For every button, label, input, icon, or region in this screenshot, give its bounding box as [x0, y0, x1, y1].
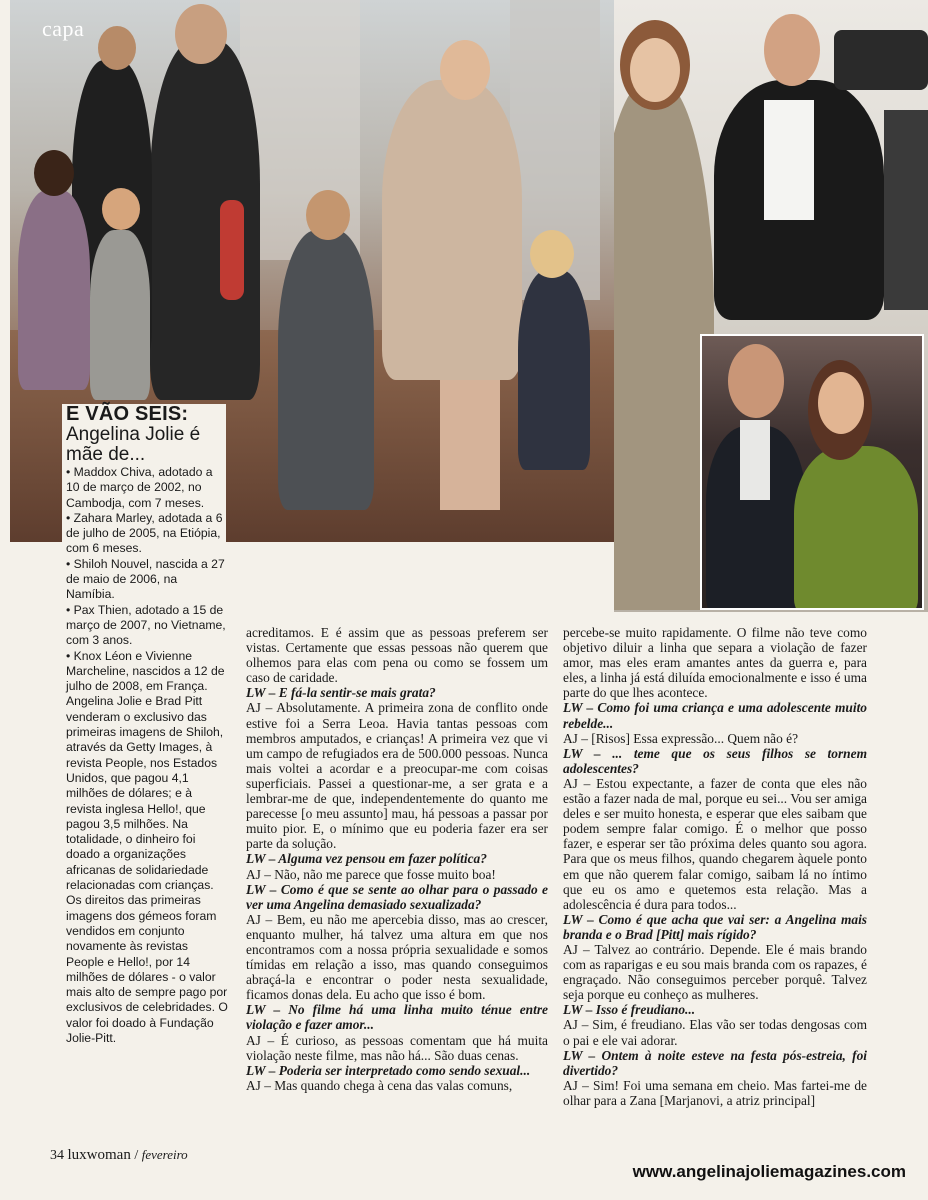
question: LW – Ontem à noite esteve na festa pós-estreia, foi divertido? — [563, 1047, 867, 1078]
sidebar-item: • Maddox Chiva, adotado a 10 de março de 2002, no Cambodja, com 7 meses. — [66, 465, 213, 510]
sidebar-item: • Pax Thien, adotado a 15 de março de 2007, no Vietname, com 3 anos. — [66, 602, 226, 648]
answer: AJ – Não, não me parece que fosse muito boa! — [246, 866, 496, 882]
issue-month: fevereiro — [141, 1147, 188, 1162]
question: LW – ... teme que os seus filhos se tornem adolescentes? — [563, 745, 867, 776]
sidebar-item: • Zahara Marley, adotada a 6 de julho de 2005, na Etiópia, com 6 meses. — [66, 510, 223, 556]
answer: AJ – Sim! Foi uma semana em cheio. Mas fartei-me de olhar para a Zana [Marjanovi, a atriz principal] — [563, 1077, 867, 1108]
question: LW – Como é que se sente ao olhar para o passado e ver uma Angelina demasiado sexualizada? — [246, 881, 548, 912]
question: LW – E fá-la sentir-se mais grata? — [246, 685, 436, 701]
answer: AJ – Estou expectante, a fazer de conta que eles não estão a fazer nada de mal, porque eu sei... Vou ser amiga deles e ser muito honesta, e esperar que eles saibam que podem sempre falar comigo. É o melhor que posso fazer, e esperar ser tão próxima deles quanto sou agora. Para que os meus filhos, quando chegarem àquele ponto em que não querem falar comigo, saibam lá no íntimo que eu os amo e quetemos esta relação. Mas a adolescência é dura para todos... — [563, 775, 867, 912]
section-label: capa — [42, 16, 85, 41]
question: LW – Como é que acha que vai ser: a Angelina mais branda e o Brad [Pitt] mais rígido? — [563, 911, 867, 942]
article-column-2 — [563, 625, 867, 1108]
sidebar — [66, 404, 228, 1046]
sidebar-subtitle: Angelina Jolie é mãe de... — [66, 424, 201, 465]
answer: acreditamos. E é assim que as pessoas preferem ser vistas. Certamente que essas pessoas não querem que olhemos para elas com pena ou como se fossem um caso de caridade. — [246, 625, 548, 686]
article-column-1 — [246, 625, 548, 1093]
watermark-url: www.angelinajoliemagazines.com — [632, 1162, 906, 1181]
answer: AJ – Bem, eu não me apercebia disso, mas ao crescer, enquanto mulher, há talvez uma altura em que nos encontramos com a nossa própria sexualidade e somos tímidas em relação a isso, mas quando conseguimos abraçá-la e encontrar o poder nesta sexualidade, ficamos donas dela. Eu acho que isso é bom. — [246, 911, 548, 1003]
answer: AJ – Talvez ao contrário. Depende. Ele é mais brando com as raparigas e eu sou mais branda com os rapazes, é engraçado. Não conseguimos perceber porquê. Talvez seja porque eu conheço as mulheres. — [563, 941, 867, 1003]
sidebar-item: • Knox Léon e Vivienne Marcheline, nascidos a 12 de julho de 2008, em França. — [66, 648, 225, 694]
answer: AJ – É curioso, as pessoas comentam que há muita violação neste filme, mas não há... São duas cenas. — [246, 1032, 548, 1063]
question: LW – Como foi uma criança e uma adolescente muito rebelde... — [563, 700, 867, 731]
question: LW – Isso é freudiano... — [563, 1002, 696, 1018]
question: LW – Poderia ser interpretado como sendo sexual... — [246, 1062, 531, 1078]
sidebar-title: E VÃO SEIS: — [66, 403, 189, 425]
question: LW – Alguma vez pensou em fazer política? — [246, 851, 487, 867]
page-number: 34 — [50, 1148, 64, 1163]
sidebar-item: • Shiloh Nouvel, nascida a 27 de maio de 2006, na Namíbia. — [66, 556, 225, 602]
couple-inset-photo — [700, 334, 924, 610]
answer: AJ – Sim, é freudiano. Elas vão ser todas dengosas com o pai e ele vai adorar. — [563, 1017, 867, 1048]
page-footer: 34 luxwoman / fevereiro — [50, 1147, 188, 1163]
answer: AJ – [Risos] Essa expressão... Quem não é? — [563, 730, 799, 746]
question: LW – No filme há uma linha muito ténue entre violação e fazer amor... — [246, 1002, 548, 1033]
answer: AJ – Absolutamente. A primeira zona de conflito onde estive foi a Serra Leoa. Havia tantas pessoas com membros amputados, e crianças! A primeira vez que vi um campo de refugiados era de 500.000 pessoas. Nunca mais voltei a acordar e a preocupar-me com coisas superficiais. Passei a questionar-me, a ser grata e a lembrar-me de que, independentemente do quanto me parecesse [o meu assunto] mau, há pessoas a passar por muito pior. E, o mínimo que eu poderia fazer era ser parte da solução. — [246, 700, 548, 852]
magazine-name: luxwoman — [67, 1147, 131, 1163]
answer: AJ – Mas quando chega à cena das valas comuns, — [246, 1077, 513, 1093]
answer: percebe-se muito rapidamente. O filme não teve como objetivo diluir a linha que separa a violação de fazer amor, mas eles eram amantes antes da guerra e, para eles, a linha já está diluída emocionalmente e isso é uma parte do que lhes acontece. — [563, 625, 867, 701]
sidebar-paragraph: Angelina Jolie e Brad Pitt venderam o exclusivo das primeiras imagens de Shiloh, através da Getty Images, à revista People, nos Estados Unidos, que pagou 4,1 milhões de dólares; e à revista inglesa Hello!, que pagou 3,5 milhões. Na totalidade, o dinheiro foi doado a organizações africanas de solidariedade relacionadas com crianças. Os direitos das primeiras imagens dos gémeos foram vendidos em conjunto novamente às revistas People e Hello!, por 14 milhões de dólares - o valor mais alto de sempre pago por exclusivos de celebridades. O valor foi doado à Fundação Jolie-Pitt. — [66, 694, 228, 1045]
